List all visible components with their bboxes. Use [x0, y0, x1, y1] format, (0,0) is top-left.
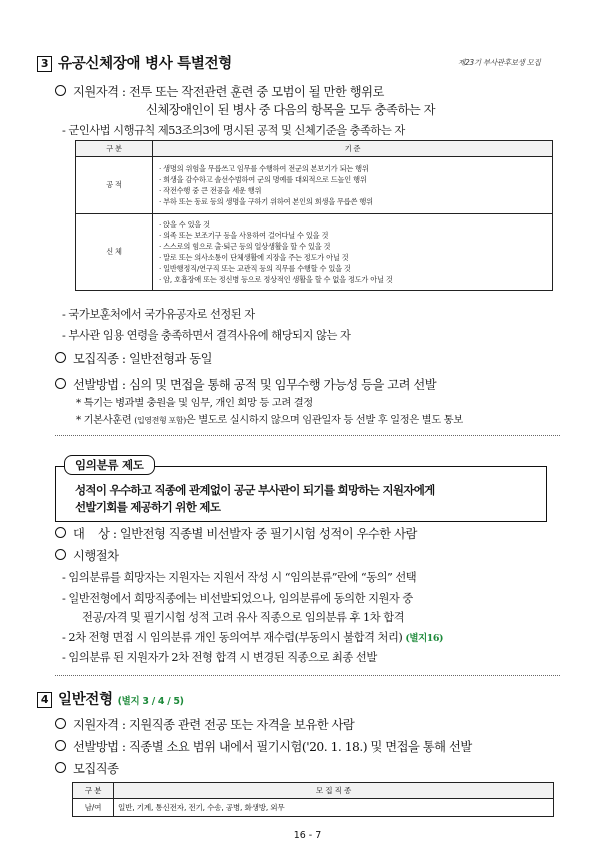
procedure-3: 전공/자격 및 필기시험 성적 고려 유사 직종으로 임의분류 후 1차 합격	[82, 611, 405, 624]
s4-selection-line: 선발방법 : 직종별 소요 범위 내에서 필기시험('20. 1. 18.) 및 면접을 통해 선발	[55, 737, 472, 755]
criteria-desc-merit	[153, 157, 553, 214]
circle-bullet-icon	[55, 85, 66, 96]
temp-classification-title: 임의분류 제도	[64, 455, 155, 475]
procedure-note: (별지16)	[405, 633, 443, 644]
criteria-row-body	[76, 214, 553, 291]
criteria-category-merit: 공 적	[76, 157, 153, 214]
s4-recruit-line	[55, 759, 119, 777]
criteria-intro: - 군인사법 시행규칙 제53조의3에 명시된 공적 및 신체기준을 충족하는 자	[62, 124, 405, 137]
extra-condition-2: - 부사관 임용 연령을 충족하면서 결격사유에 해당되지 않는 자	[62, 329, 351, 342]
jobs-table	[72, 782, 554, 817]
handwritten-note: 제23기 부사관후보생 모집	[458, 58, 541, 67]
section4-heading	[37, 688, 184, 709]
section3-title: 유공신체장애 병사 특별전형	[58, 56, 232, 72]
circle-bullet-icon	[55, 527, 66, 538]
circle-bullet-icon	[55, 549, 66, 560]
circle-bullet-icon	[55, 762, 66, 773]
procedure-heading	[55, 546, 119, 564]
recruit-fields-line: 모집직종 : 일반전형과 동일	[55, 349, 212, 367]
target-value: 일반전형 직종별 비선발자 중 필기시험 성적이 우수한 사람	[119, 527, 417, 541]
jobs-row-fields: 일반, 기계, 통신전자, 전기, 수송, 공병, 화생방, 외무	[114, 799, 554, 817]
divider-1	[55, 435, 560, 436]
s4-selection-label: 선발방법	[73, 740, 119, 754]
criteria-desc-body	[153, 214, 553, 291]
jobs-header-row	[73, 783, 554, 799]
criteria-row-merit	[76, 157, 553, 214]
selection-method-label: 선발방법	[73, 378, 119, 392]
criteria-header-standard: 기 준	[153, 141, 553, 157]
section4-title: 일반전형	[58, 692, 113, 708]
procedure-1: - 임의분류를 희망자는 지원자는 지원서 작성 시 “임의분류”란에 “동의” 선택	[62, 571, 417, 584]
section3-heading	[37, 52, 232, 73]
s4-qualification-label: 지원자격	[73, 718, 119, 732]
qualification-label: 지원자격	[73, 85, 119, 99]
target-label: 대 상	[73, 527, 110, 541]
criteria-table	[75, 140, 553, 291]
circle-bullet-icon	[55, 352, 66, 363]
recruit-fields-label: 모집직종	[73, 352, 119, 366]
jobs-row	[73, 799, 554, 817]
procedure-2: - 일반전형에서 희망직종에는 비선발되었으나, 임의분류에 동의한 지원자 중	[62, 592, 413, 605]
selection-note-2a: * 기본사훈련	[76, 414, 135, 426]
s4-selection-value: 직종별 소요 범위 내에서 필기시험('20. 1. 18.) 및 면접을 통해 선발	[128, 740, 472, 754]
qualification-line1: 지원자격 : 전투 또는 작전관련 훈련 중 모범이 될 만한 행위로	[55, 82, 384, 100]
criteria-item: · 암, 호흡장애 또는 정신병 등으로 정상적인 생활을 할 수 없을 정도가 아닐 것	[159, 275, 393, 284]
qualification-line2: 신체장애인이 된 병사 중 다음의 항목을 모두 충족하는 자	[146, 103, 435, 117]
selection-note-1: * 특기는 병과별 충원을 및 임무, 개인 희망 등 고려 결정	[76, 397, 313, 409]
criteria-item: · 말로 또는 의사소통이 단체생활에 지장을 주는 정도가 아닐 것	[159, 253, 349, 262]
section4-number: 4	[37, 692, 52, 708]
selection-method-value: 심의 및 면접을 통해 공적 및 임무수행 가능성 등을 고려 선발	[128, 378, 437, 392]
selection-note-2	[76, 411, 463, 426]
criteria-category-body: 신 체	[76, 214, 153, 291]
procedure-4: - 2차 전형 면접 시 임의분류 개인 동의여부 재수렴(부동의시 불합격 처리)	[62, 631, 403, 644]
criteria-item: · 부하 또는 동료 등의 생명을 구하기 위하여 본인의 희생을 무릅쓴 행위	[159, 197, 373, 206]
extra-condition-1: - 국가보훈처에서 국가유공자로 선정된 자	[62, 308, 255, 321]
jobs-header-fields: 모 집 직 종	[114, 783, 554, 799]
selection-method-line: 선발방법 : 심의 및 면접을 통해 공적 및 임무수행 가능성 등을 고려 선발	[55, 375, 436, 393]
page-number: 16 - 7	[293, 830, 322, 841]
temp-classification-desc2: 선발기회를 제공하기 위한 제도	[75, 500, 221, 514]
procedure-label: 시행절차	[73, 549, 119, 563]
qualification-text1: 전투 또는 작전관련 훈련 중 모범이 될 만한 행위로	[128, 85, 384, 99]
criteria-item: · 스스로의 힘으로 출·퇴근 등의 일상생활을 할 수 있을 것	[159, 242, 331, 251]
criteria-header-row	[76, 141, 553, 157]
target-line: 대 상 : 일반전형 직종별 비선발자 중 필기시험 성적이 우수한 사람	[55, 524, 417, 542]
jobs-row-category: 남/여	[73, 799, 114, 817]
circle-bullet-icon	[55, 740, 66, 751]
section3-number: 3	[37, 56, 52, 72]
selection-note-2c: 은 별도로 실시하지 않으며 임관일자 등 선발 후 일정은 별도 통보	[185, 414, 463, 426]
temp-classification-desc1: 성적이 우수하고 직종에 관계없이 공군 부사관이 되기를 희망하는 지원자에게	[75, 483, 435, 497]
divider-2	[55, 675, 560, 676]
criteria-item: · 앉을 수 있을 것	[159, 220, 210, 229]
procedure-4-line	[62, 629, 443, 645]
criteria-item: · 일반행정직/연구직 또는 교관직 등의 직무를 수행할 수 있을 것	[159, 264, 351, 273]
selection-note-2b: (입영전형 포함)	[134, 416, 186, 425]
jobs-header-category: 구 분	[73, 783, 114, 799]
s4-qualification-value: 지원직종 관련 전공 또는 자격을 보유한 사람	[128, 718, 355, 732]
section4-title-note: (별지 3 / 4 / 5)	[117, 696, 184, 707]
criteria-item: · 희생을 감수하고 솔선수범하여 군의 명예를 대외적으로 드높인 행위	[159, 175, 367, 184]
circle-bullet-icon	[55, 718, 66, 729]
criteria-item: · 생명의 위험을 무릅쓰고 임무를 수행하여 전군의 본보기가 되는 행위	[159, 164, 369, 173]
recruit-fields-value: 일반전형과 동일	[128, 352, 213, 366]
criteria-item: · 작전수행 중 큰 전공을 세운 행위	[159, 186, 262, 195]
procedure-5: - 임의분류 된 지원자가 2차 전형 합격 시 변경된 직종으로 최종 선발	[62, 651, 377, 664]
criteria-item: · 의족 또는 보조기구 등을 사용하여 걸어다닐 수 있을 것	[159, 231, 329, 240]
circle-bullet-icon	[55, 378, 66, 389]
criteria-header-category: 구 분	[76, 141, 153, 157]
s4-qualification-line: 지원자격 : 지원직종 관련 전공 또는 자격을 보유한 사람	[55, 715, 354, 733]
s4-recruit-label: 모집직종	[73, 762, 119, 776]
